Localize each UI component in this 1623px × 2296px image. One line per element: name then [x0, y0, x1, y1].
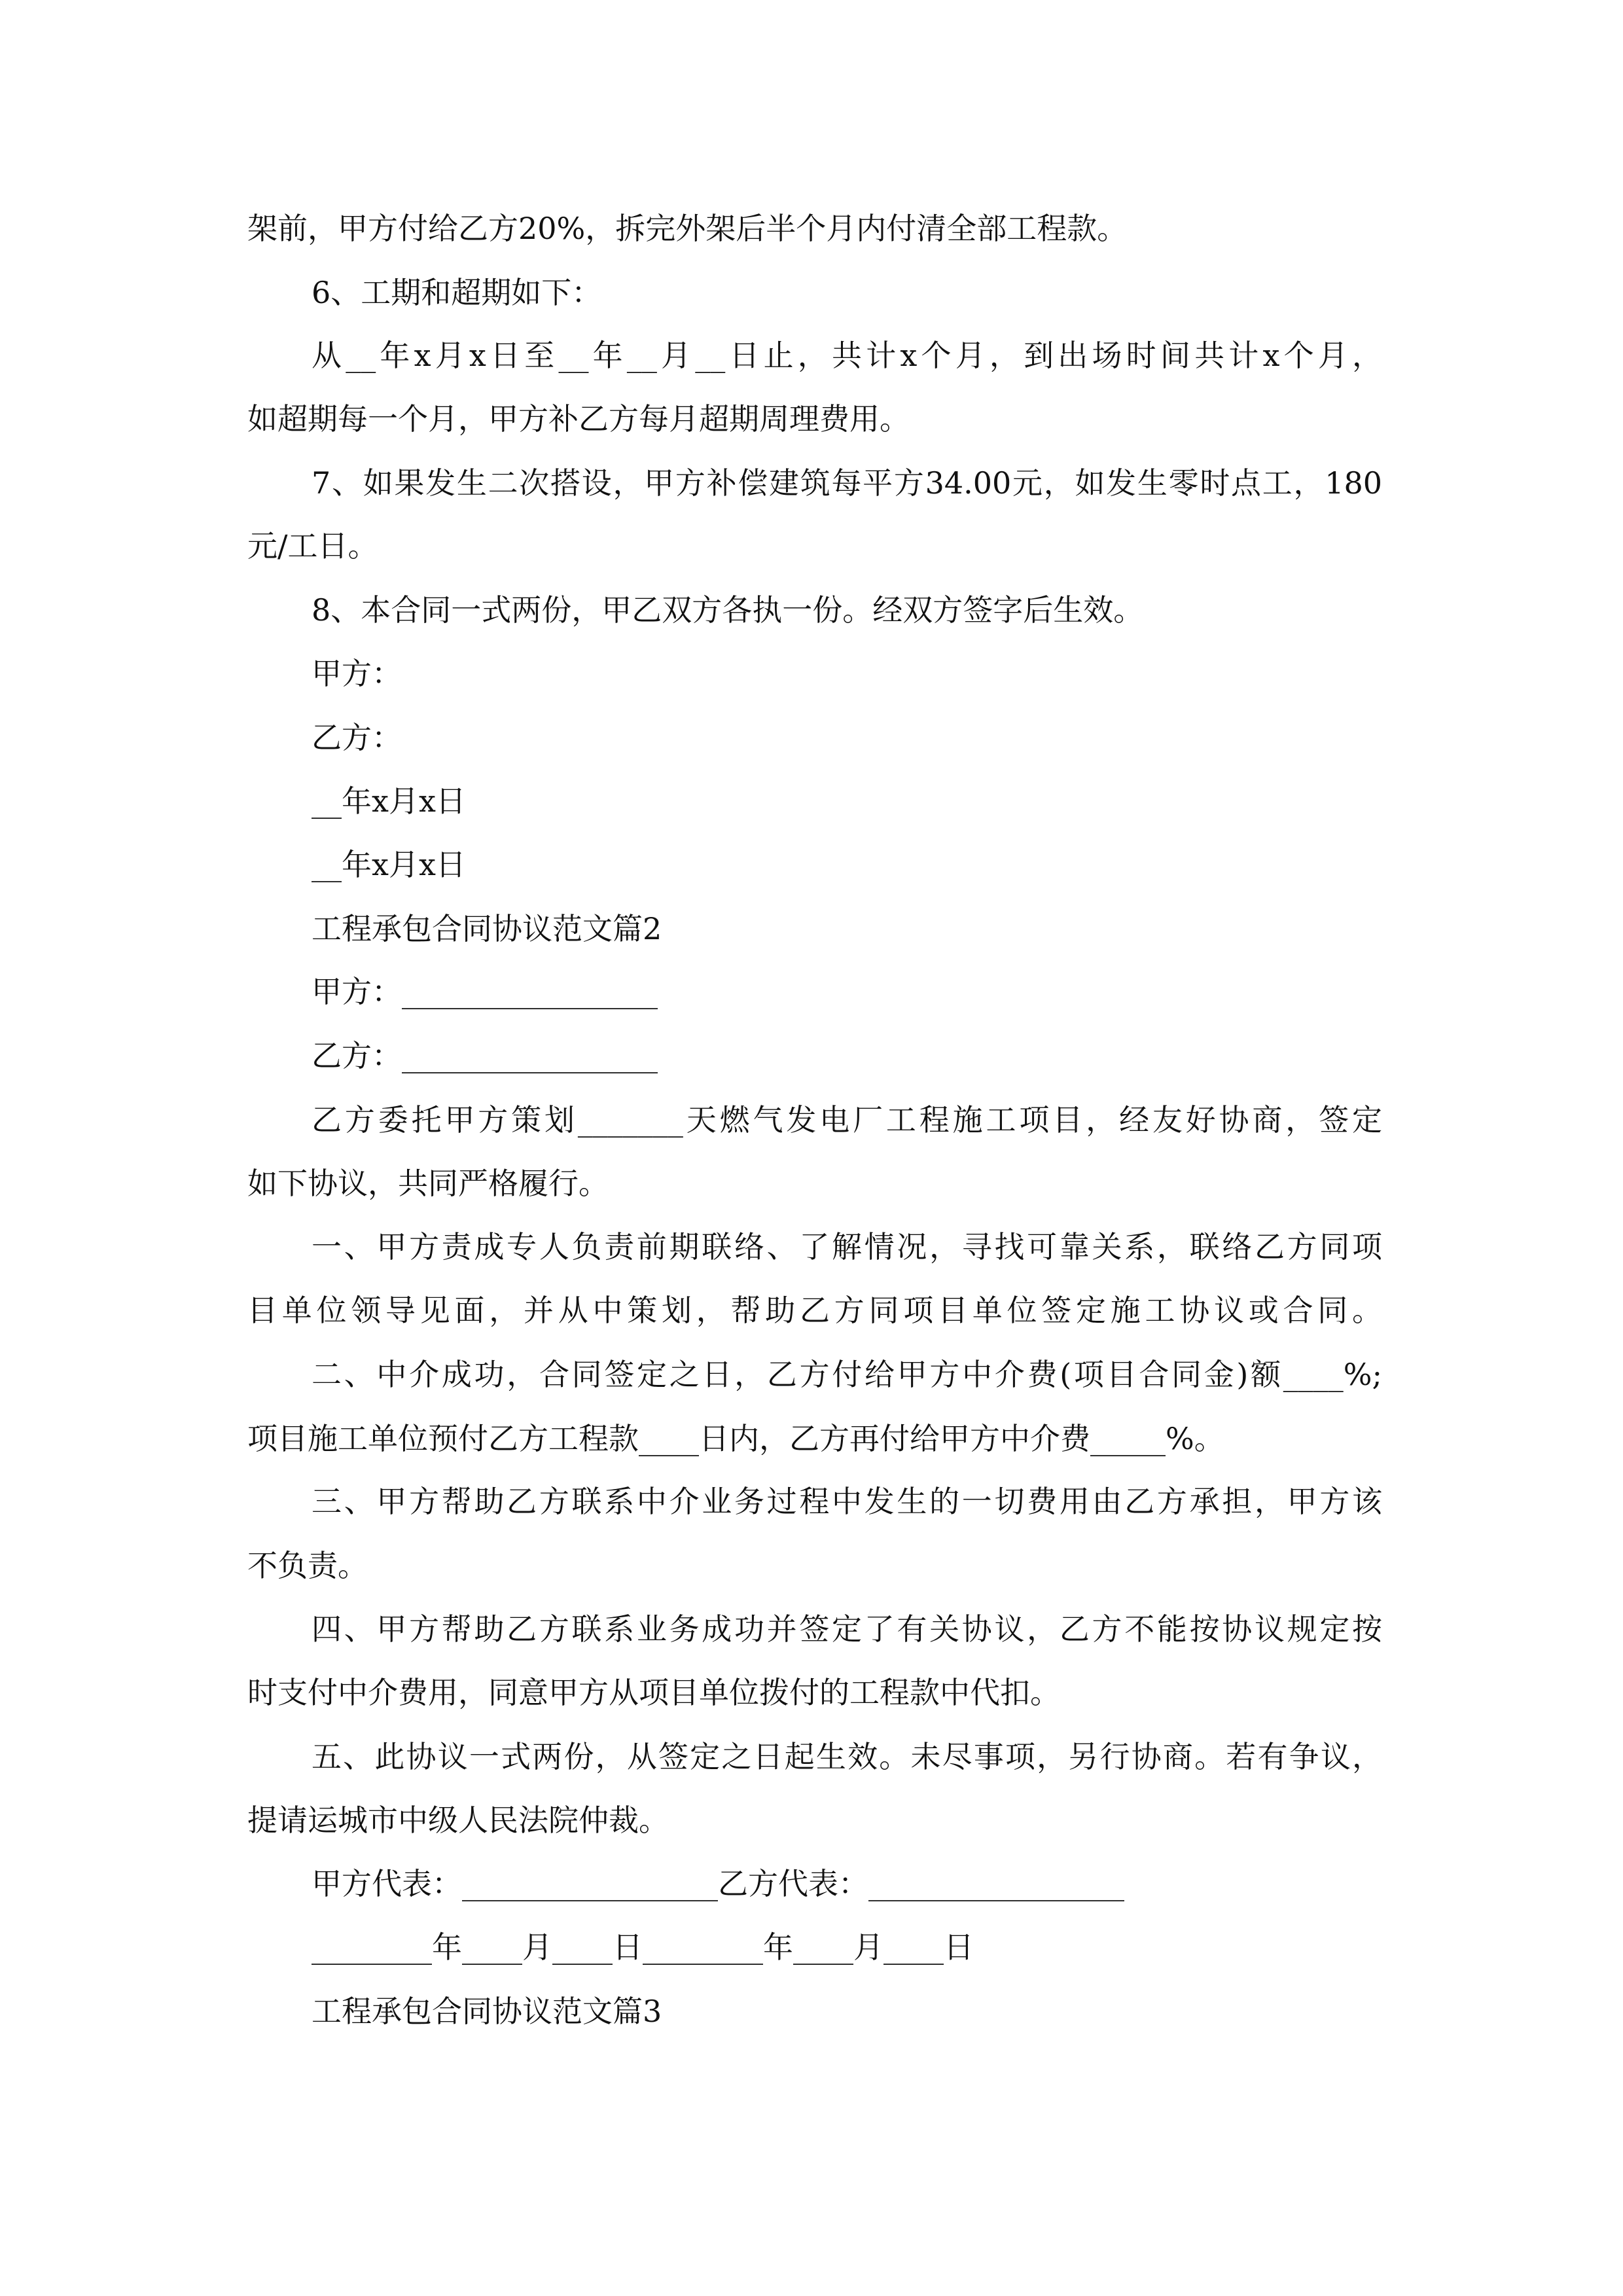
text-line: 提请运城市中级人民法院仲裁。 — [247, 1803, 669, 1838]
text-line: 乙方：_________________ — [312, 1038, 658, 1073]
text-line: 从__年x月x日至__年__月__日止，共计x个月，到出场时间共计x个月， — [312, 338, 1382, 373]
section-heading: 工程承包合同协议范文篇2 — [312, 911, 662, 946]
text-line: 三、甲方帮助乙方联系中介业务过程中发生的一切费用由乙方承担，甲方该 — [312, 1484, 1382, 1519]
text-line: __年x月x日 — [312, 783, 466, 819]
text-line: 四、甲方帮助乙方联系业务成功并签定了有关协议，乙方不能按协议规定按 — [312, 1611, 1382, 1647]
text-line: 时支付中介费用，同意甲方从项目单位拨付的工程款中代扣。 — [247, 1675, 1060, 1710]
text-line: 架前，甲方付给乙方20%，拆完外架后半个月内付清全部工程款。 — [247, 211, 1128, 246]
text-line: 二、中介成功，合同签定之日，乙方付给甲方中介费(项目合同金)额____%; — [312, 1357, 1382, 1392]
signature-line: 甲方代表：_________________乙方代表：_________________ — [312, 1866, 1124, 1901]
text-line: 五、此协议一式两份，从签定之日起生效。未尽事项，另行协商。若有争议， — [312, 1739, 1382, 1774]
text-line: 如下协议，共同严格履行。 — [247, 1166, 609, 1201]
text-line: 7、如果发生二次搭设，甲方补偿建筑每平方34.00元，如发生零时点工，180 — [312, 465, 1382, 501]
text-line: 8、本合同一式两份，甲乙双方各执一份。经双方签字后生效。 — [312, 592, 1144, 628]
text-line: 如超期每一个月，甲方补乙方每月超期周理费用。 — [247, 401, 910, 437]
text-line: 不负责。 — [247, 1548, 368, 1583]
text-line: 一、甲方责成专人负责前期联络、了解情况，寻找可靠关系，联络乙方同项 — [312, 1229, 1382, 1265]
date-line: ________年____月____日________年____月____日 — [312, 1929, 974, 1965]
text-line: 乙方委托甲方策划_______天燃气发电厂工程施工项目，经友好协商，签定 — [312, 1102, 1382, 1138]
text-line: 元/工日。 — [247, 528, 378, 564]
text-line: 项目施工单位预付乙方工程款____日内，乙方再付给甲方中介费_____%。 — [247, 1421, 1224, 1456]
text-line: 6、工期和超期如下： — [312, 275, 602, 310]
text-line: __年x月x日 — [312, 847, 466, 882]
text-line: 甲方：_________________ — [312, 974, 658, 1009]
text-line: 甲方： — [312, 656, 402, 691]
text-line: 目单位领导见面，并从中策划，帮助乙方同项目单位签定施工协议或合同。 — [247, 1293, 1382, 1328]
section-heading: 工程承包合同协议范文篇3 — [312, 1994, 662, 2029]
text-line: 乙方： — [312, 720, 402, 755]
